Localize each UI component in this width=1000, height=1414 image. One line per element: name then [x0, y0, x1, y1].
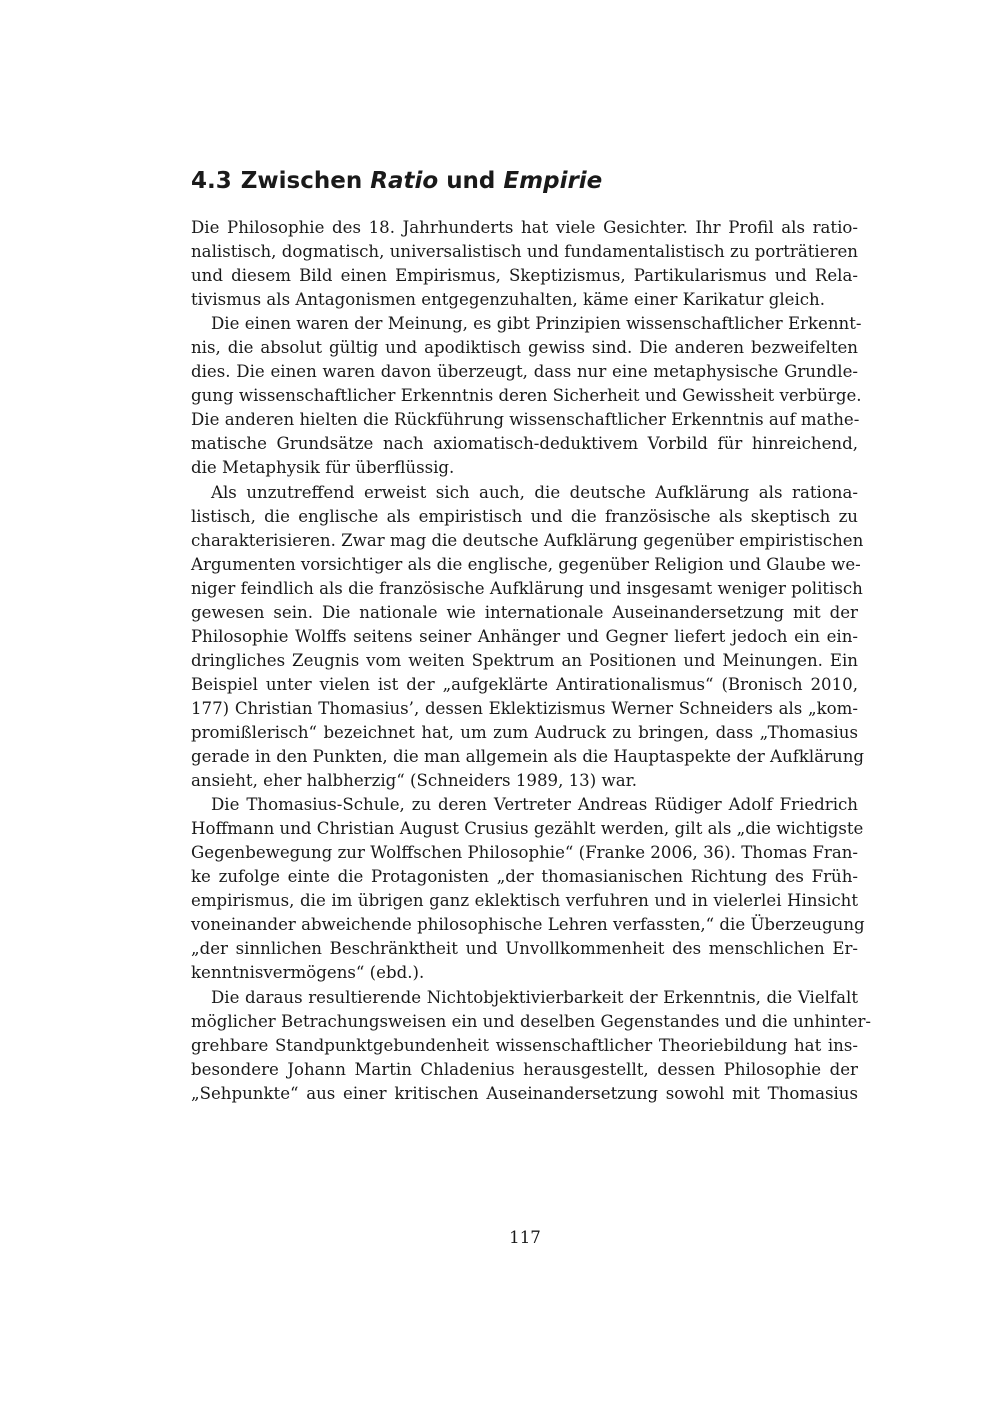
text-line: möglicher Betrachungsweisen ein und deselben Gegenstandes und die unhinter-: [191, 1011, 872, 1031]
text-line: dies. Die einen waren davon überzeugt, dass nur eine metaphysische Grundle-: [191, 362, 858, 382]
text-line: Beispiel unter vielen ist der „aufgeklärte Antirationalismus“ (Bronisch 2010,: [191, 674, 858, 694]
heading-word: und: [446, 168, 496, 194]
section-heading: [191, 166, 602, 196]
text-line: besondere Johann Martin Chladenius herausgestellt, dessen Philosophie der: [191, 1059, 858, 1079]
text-line: tivismus als Antagonismen entgegenzuhalten, käme einer Karikatur gleich.: [191, 290, 826, 310]
text-line: grehbare Standpunktgebundenheit wissenschaftlicher Theoriebildung hat ins-: [191, 1035, 858, 1055]
text-line: Die Philosophie des 18. Jahrhunderts hat viele Gesichter. Ihr Profil als ratio-: [191, 218, 858, 237]
section-number: 4.3: [191, 168, 232, 194]
heading-term-ratio: Ratio: [370, 168, 439, 194]
text-line: die Metaphysik für überflüssig.: [191, 458, 455, 478]
text-line: Die daraus resultierende Nichtobjektivierbarkeit der Erkenntnis, die Vielfalt: [211, 987, 858, 1007]
paragraph: [191, 216, 858, 312]
body-text: [191, 216, 872, 1106]
text-line: Die einen waren der Meinung, es gibt Prinzipien wissenschaftlicher Erkennt-: [211, 314, 862, 334]
text-line: empirismus, die im übrigen ganz eklektisch verfuhren und in vielerlei Hinsicht: [191, 891, 858, 911]
text-line: gerade in den Punkten, die man allgemein als die Hauptaspekte der Aufklärung: [191, 747, 865, 767]
text-line: gewesen sein. Die nationale wie internationale Auseinandersetzung mit der: [191, 602, 858, 622]
text-line: charakterisieren. Zwar mag die deutsche Aufklärung gegenüber empiristischen: [191, 530, 864, 550]
heading-word: Zwischen: [240, 168, 363, 194]
text-line: Als unzutreffend erweist sich auch, die deutsche Aufklärung als rationa-: [211, 482, 858, 502]
text-line: „der sinnlichen Beschränktheit und Unvollkommenheit des menschlichen Er-: [191, 939, 858, 959]
text-line: gung wissenschaftlicher Erkenntnis deren Sicherheit und Gewissheit verbürge.: [191, 386, 862, 406]
text-line: ke zufolge einte die Protagonisten „der thomasianischen Richtung des Früh-: [191, 867, 858, 887]
paragraph: [191, 481, 865, 794]
text-line: Hoffmann und Christian August Crusius gezählt werden, gilt als „die wichtigste: [191, 819, 864, 839]
text-line: listisch, die englische als empiristisch und die französische als skeptisch zu: [191, 506, 858, 526]
text-line: 177) Christian Thomasius’, dessen Eklektizismus Werner Schneiders als „kom-: [191, 698, 858, 718]
text-line: matische Grundsätze nach axiomatisch-deduktivem Vorbild für hinreichend,: [191, 434, 858, 454]
paragraph: [191, 793, 865, 985]
text-line: kenntnisvermögens“ (ebd.).: [191, 963, 425, 983]
page-number: 117: [509, 1228, 541, 1247]
paragraph: [191, 312, 862, 480]
text-line: ansieht, eher halbherzig“ (Schneiders 1989, 13) war.: [191, 771, 637, 791]
text-line: Die Thomasius-Schule, zu deren Vertreter Andreas Rüdiger Adolf Friedrich: [211, 795, 858, 815]
text-line: Die anderen hielten die Rückführung wissenschaftlicher Erkenntnis auf mathe-: [191, 410, 860, 430]
text-line: Philosophie Wolffs seitens seiner Anhänger und Gegner liefert jedoch ein ein-: [191, 626, 858, 646]
text-line: Gegenbewegung zur Wolffschen Philosophie“ (Franke 2006, 36). Thomas Fran-: [191, 843, 859, 863]
paragraph: [191, 986, 872, 1106]
text-line: promißlerisch“ bezeichnet hat, um zum Audruck zu bringen, dass „Thomasius: [191, 722, 858, 742]
text-line: niger feindlich als die französische Aufklärung und insgesamt weniger politisch: [191, 578, 863, 598]
text-line: nalistisch, dogmatisch, universalistisch und fundamentalistisch zu porträtieren: [191, 242, 858, 262]
text-line: voneinander abweichende philosophische Lehren verfassten,“ die Überzeugung: [191, 915, 865, 935]
heading-term-empirie: Empirie: [503, 168, 603, 194]
text-line: Argumenten vorsichtiger als die englische, gegenüber Religion und Glaube we-: [191, 554, 861, 574]
text-line: nis, die absolut gültig und apodiktisch gewiss sind. Die anderen bezweifelten: [191, 338, 858, 358]
text-line: dringliches Zeugnis vom weiten Spektrum an Positionen und Meinungen. Ein: [191, 650, 858, 670]
text-line: „Sehpunkte“ aus einer kritischen Auseinandersetzung sowohl mit Thomasius: [191, 1083, 858, 1103]
text-line: und diesem Bild einen Empirismus, Skeptizismus, Partikularismus und Rela-: [191, 266, 858, 286]
